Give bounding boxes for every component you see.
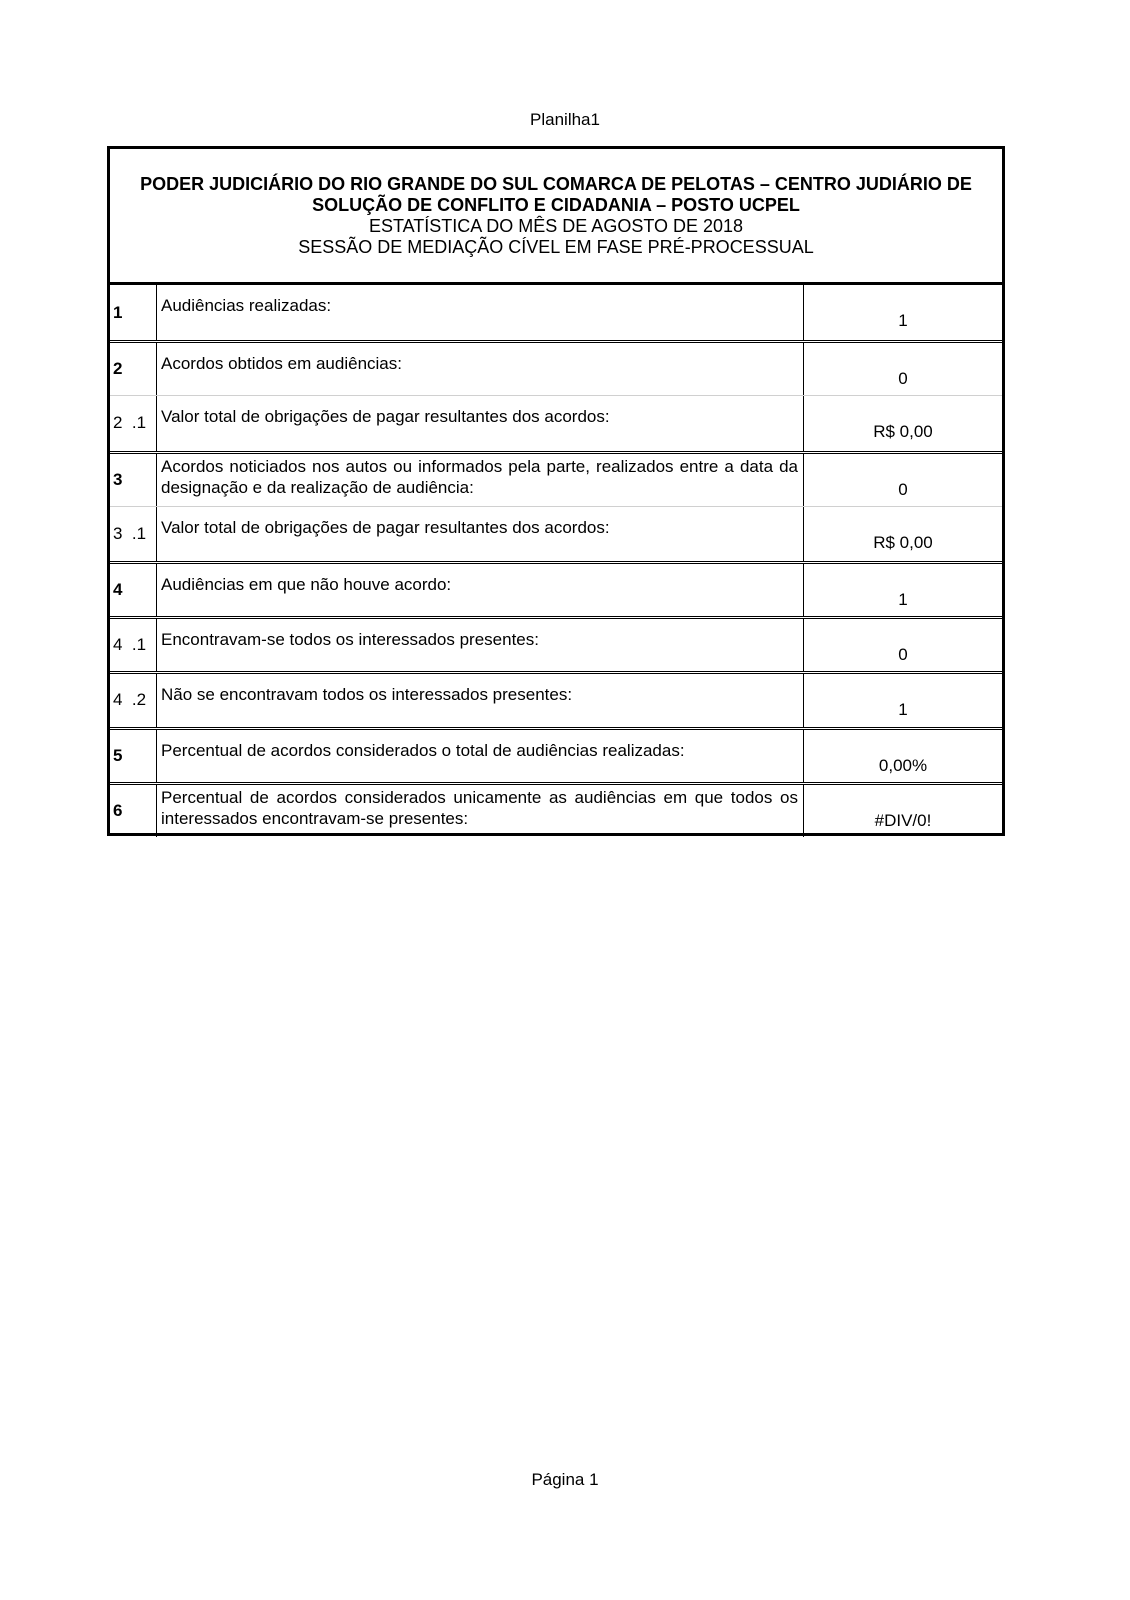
row-description: Percentual de acordos considerados o total de audiências realizadas: xyxy=(157,730,804,782)
row-value: 0 xyxy=(898,369,908,389)
row-value: R$ 0,00 xyxy=(873,532,933,552)
row-description: Não se encontravam todos os interessados presentes: xyxy=(157,674,804,726)
title-block xyxy=(110,149,1002,285)
row-number: 5 xyxy=(110,730,157,782)
row-number: 4 xyxy=(110,564,157,616)
row-value: 1 xyxy=(898,311,908,330)
title-line-4: SESSÃO DE MEDIAÇÃO CÍVEL EM FASE PRÉ-PROCESSUAL xyxy=(298,237,814,257)
row-value: R$ 0,00 xyxy=(873,422,933,442)
table-row xyxy=(110,340,1002,395)
row-number: 4 .1 xyxy=(110,619,157,671)
table-row xyxy=(110,285,1002,340)
table-row xyxy=(110,782,1002,837)
table-row xyxy=(110,671,1002,726)
table-row xyxy=(110,561,1002,616)
row-value: 1 xyxy=(898,589,908,609)
row-number: 3 xyxy=(110,454,157,506)
row-value: 0 xyxy=(898,645,908,665)
row-value: 0 xyxy=(898,479,908,499)
table-row xyxy=(110,451,1002,506)
row-value: #DIV/0! xyxy=(874,810,932,830)
row-number: 4 .2 xyxy=(110,674,157,726)
statistics-sheet xyxy=(107,146,1005,836)
row-number: 3 .1 xyxy=(110,507,157,561)
row-description: Acordos obtidos em audiências: xyxy=(157,343,804,395)
row-description: Valor total de obrigações de pagar resultantes dos acordos: xyxy=(157,507,804,561)
row-number: 2 .1 xyxy=(110,396,157,450)
table-row xyxy=(110,506,1002,561)
title-line-2: SOLUÇÃO DE CONFLITO E CIDADANIA – POSTO UCPEL xyxy=(312,195,800,215)
row-description: Encontravam-se todos os interessados presentes: xyxy=(157,619,804,671)
row-description: Audiências em que não houve acordo: xyxy=(157,564,804,616)
row-number: 1 xyxy=(110,285,157,340)
row-number: 2 xyxy=(110,343,157,395)
row-description: Valor total de obrigações de pagar resultantes dos acordos: xyxy=(157,396,804,450)
row-description: Audiências realizadas: xyxy=(157,285,804,340)
row-value: 1 xyxy=(898,700,908,720)
table-row xyxy=(110,616,1002,671)
page-footer: Página 1 xyxy=(531,1470,599,1489)
row-description: Percentual de acordos considerados unicamente as audiências em que todos os interessados encontravam-se presentes: xyxy=(157,785,804,837)
row-value: 0,00% xyxy=(878,755,928,775)
row-description: Acordos noticiados nos autos ou informados pela parte, realizados entre a data da designação e da realização de audiência: xyxy=(157,454,804,506)
table-row xyxy=(110,395,1002,450)
row-number: 6 xyxy=(110,785,157,837)
statistics-table xyxy=(110,285,1002,837)
page-header: Planilha1 xyxy=(530,110,600,129)
title-line-3: ESTATÍSTICA DO MÊS DE AGOSTO DE 2018 xyxy=(368,216,744,236)
table-row xyxy=(110,727,1002,782)
title-line-1: PODER JUDICIÁRIO DO RIO GRANDE DO SUL COMARCA DE PELOTAS – CENTRO JUDIÁRIO DE xyxy=(140,174,972,194)
